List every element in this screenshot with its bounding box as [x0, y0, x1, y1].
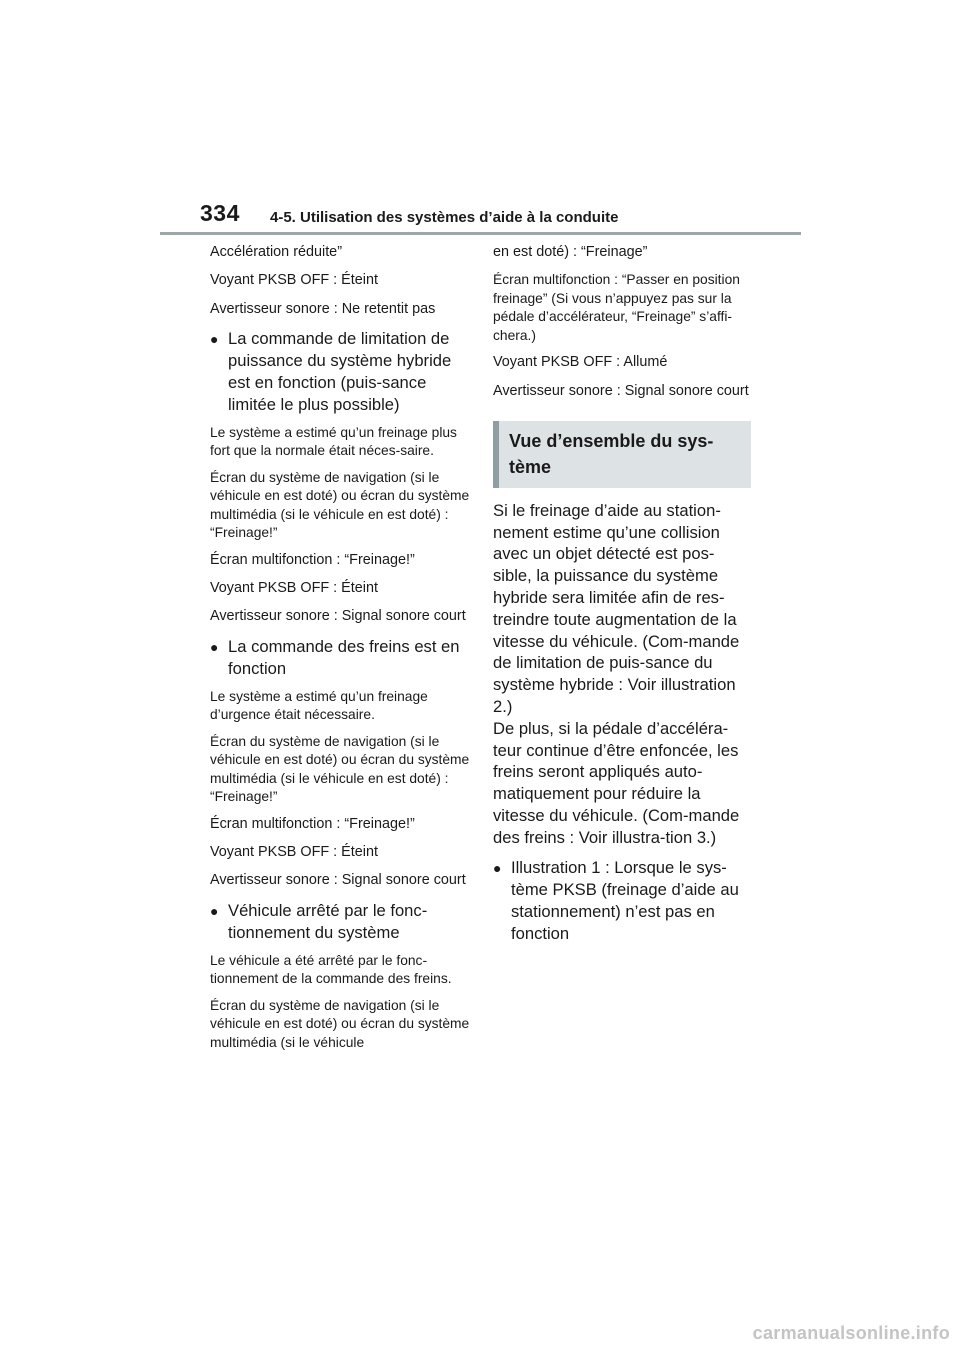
- bullet-icon: ●: [210, 330, 219, 347]
- bullet-icon: ●: [210, 902, 219, 919]
- text-line: Le système a estimé qu’un freinage d’urgence était nécessaire.: [210, 688, 428, 723]
- text-line: Le système a estimé qu’un freinage plus fort que la normale était néces-saire.: [210, 424, 457, 459]
- bullet-text: Véhicule arrêté par le fonc-tionnement du système: [228, 900, 428, 942]
- text-line: Avertisseur sonore : Ne retentit pas: [210, 300, 436, 317]
- text-line: Voyant PKSB OFF : Éteint: [210, 844, 378, 861]
- bullet-text: La commande de limitation de puissance du système hybride est en fonction (puis-sance limitée le plus possible): [228, 328, 452, 414]
- text-line: Accélération réduite”: [210, 244, 342, 260]
- text-line: Voyant PKSB OFF : Éteint: [210, 580, 378, 597]
- text-line: Écran du système de navigation (si le véhicule en est doté) ou écran du système multimédia (si le véhicule en est doté) : “Freinage!”: [210, 733, 470, 805]
- page-number: 334: [200, 200, 240, 226]
- bullet-item: [210, 900, 470, 944]
- bullet-item: [210, 636, 470, 680]
- header-rule: [160, 232, 801, 235]
- text-line: Voyant PKSB OFF : Éteint: [210, 272, 378, 289]
- watermark: carmanualsonline.info: [752, 1323, 950, 1343]
- text-line: Écran multifonction : “Passer en position freinage” (Si vous n’appuyez pas sur la pédale d’accélérateur, “Freinage” s’affi-chera.): [493, 272, 740, 343]
- text-line: Écran multifonction : “Freinage!”: [210, 815, 415, 832]
- text-line: Écran multifonction : “Freinage!”: [210, 551, 415, 568]
- text-line: Le véhicule a été arrêté par le fonc-tionnement de la commande des freins.: [210, 952, 452, 987]
- bullet-icon: ●: [210, 638, 219, 655]
- section-title: 4-5. Utilisation des systèmes d’aide à la conduite: [270, 209, 619, 226]
- text-line: Écran du système de navigation (si le véhicule en est doté) ou écran du système multimédia (si le véhicule: [210, 997, 470, 1050]
- text-line: Avertisseur sonore : Signal sonore court: [493, 382, 749, 399]
- body-paragraph: Si le freinage d’aide au station-nement estime qu’une collision avec un objet détecté est pos-sible, la puissance du système hybride sera limitée afin de res-treindre toute augmentation de la vitesse du véhicule. (Com-mande de limitation de puis-sance du système hybride : Voir illustration 2.): [493, 500, 740, 717]
- body-paragraph: De plus, si la pédale d’accéléra-teur continue d’être enfoncée, les freins seront appliqués auto-matiquement pour réduire la vitesse du véhicule. (Com-mande des freins : Voir illustra-tion 3.): [493, 718, 740, 847]
- bullet-icon: ●: [493, 859, 502, 876]
- text-line: Avertisseur sonore : Signal sonore court: [210, 608, 466, 625]
- left-column: [210, 243, 470, 1060]
- text-line: Écran du système de navigation (si le véhicule en est doté) ou écran du système multimédia (si le véhicule en est doté) : “Freinage!”: [210, 469, 470, 541]
- bullet-item: [493, 857, 751, 945]
- bullet-item: [210, 328, 470, 416]
- bullet-text: La commande des freins est en fonction: [228, 636, 460, 678]
- text-line: en est doté) : “Freinage”: [493, 244, 648, 260]
- bullet-text: Illustration 1 : Lorsque le sys-tème PKSB (freinage d’aide au stationnement) n’est pas en fonction: [511, 857, 739, 943]
- text-line: Avertisseur sonore : Signal sonore court: [210, 872, 466, 889]
- section-heading: Vue d’ensemble du sys-tème: [509, 430, 714, 477]
- text-line: Voyant PKSB OFF : Allumé: [493, 354, 668, 371]
- right-column: [493, 243, 751, 953]
- section-heading-box: [493, 421, 751, 488]
